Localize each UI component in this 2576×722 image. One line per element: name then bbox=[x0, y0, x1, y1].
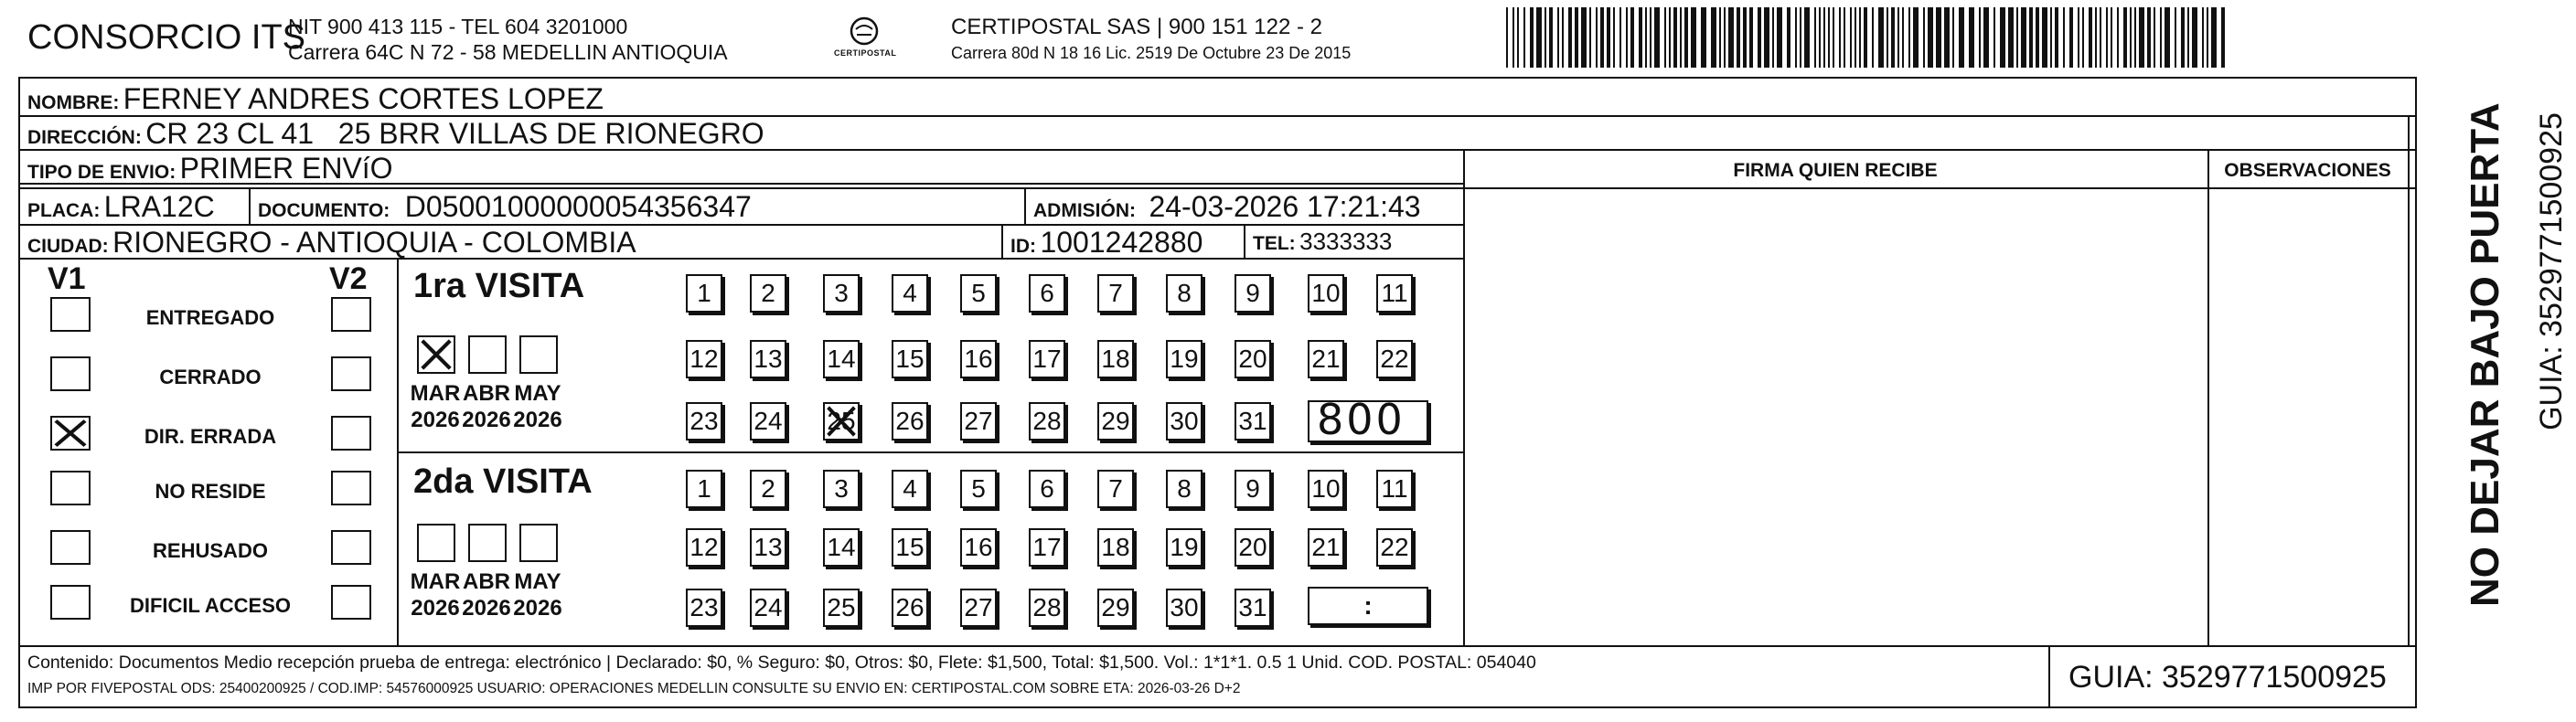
day-14[interactable] bbox=[823, 340, 860, 378]
day-7[interactable] bbox=[1097, 470, 1134, 508]
day-3[interactable] bbox=[823, 470, 860, 508]
reason-label: REHUSADO bbox=[153, 539, 268, 562]
day-17[interactable] bbox=[1029, 340, 1065, 378]
v2-checkbox-cerrado[interactable] bbox=[331, 356, 371, 391]
day-number: 20 bbox=[1238, 533, 1267, 561]
day-12[interactable] bbox=[686, 528, 722, 567]
day-number: 9 bbox=[1245, 474, 1260, 503]
day-number: 22 bbox=[1380, 533, 1409, 561]
day-number: 12 bbox=[689, 345, 719, 373]
day-23[interactable] bbox=[686, 402, 722, 441]
day-number: 13 bbox=[754, 345, 783, 373]
v1-checkbox-entregado[interactable] bbox=[50, 297, 91, 332]
day-number: 22 bbox=[1380, 345, 1409, 373]
certipostal-logo bbox=[832, 13, 896, 64]
day-15[interactable] bbox=[892, 340, 928, 378]
placa-value: LRA12C bbox=[103, 190, 215, 223]
first-visit-title: 1ra VISITA bbox=[413, 267, 585, 305]
day-18[interactable] bbox=[1097, 340, 1134, 378]
second-visit-time-placeholder: : bbox=[1363, 591, 1373, 620]
footer-contents: Contenido: Documentos Medio recepción prueba de entrega: electrónico | Declarado: $0, % Seguro: $0, Otros: $0, Flete: $1,500, Total: $1,500. Vol.: 1*1*1. 0.5 1 Unid. COD. POSTAL: 054040 bbox=[27, 653, 1536, 673]
day-28[interactable] bbox=[1029, 589, 1065, 627]
v1-checkbox-cerrado[interactable] bbox=[50, 356, 91, 391]
day-number: 10 bbox=[1311, 474, 1341, 503]
day-13[interactable] bbox=[750, 528, 786, 567]
day-4[interactable] bbox=[892, 470, 928, 508]
day-number: 30 bbox=[1170, 593, 1199, 621]
day-5[interactable] bbox=[960, 470, 997, 508]
month-checkbox-abr[interactable] bbox=[468, 335, 507, 374]
day-number: 5 bbox=[971, 279, 986, 307]
day-20[interactable] bbox=[1235, 340, 1271, 378]
documento-value: D05001000000054356347 bbox=[404, 190, 752, 223]
id-label: ID: bbox=[1010, 236, 1036, 257]
day-10[interactable] bbox=[1308, 470, 1344, 508]
day-6[interactable] bbox=[1029, 470, 1065, 508]
side-guia: GUIA: 3529771500925 bbox=[2534, 112, 2569, 430]
day-11[interactable] bbox=[1376, 274, 1413, 313]
no-dejar-bajo-puerta: NO DEJAR BAJO PUERTA bbox=[2463, 102, 2507, 607]
footer-imp: IMP POR FIVEPOSTAL ODS: 25400200925 / COD.IMP: 54576000925 USUARIO: OPERACIONES MEDELLIN CONSULTE SU ENVIO EN: CERTIPOSTAL.COM SOBRE ETA: 2026-03-26 D+2 bbox=[27, 681, 1241, 696]
day-number: 7 bbox=[1108, 474, 1123, 503]
day-27[interactable] bbox=[960, 402, 997, 441]
day-number: 11 bbox=[1381, 279, 1408, 307]
day-number: 4 bbox=[903, 474, 917, 503]
month-label: MAY 2026 bbox=[513, 569, 562, 621]
day-1[interactable] bbox=[686, 470, 722, 508]
day-number: 20 bbox=[1238, 345, 1267, 373]
admision-label: ADMISIÓN: bbox=[1033, 200, 1136, 221]
day-number: 23 bbox=[689, 407, 719, 435]
day-number: 28 bbox=[1032, 407, 1062, 435]
day-23[interactable] bbox=[686, 589, 722, 627]
day-number: 18 bbox=[1101, 533, 1130, 561]
day-number: 16 bbox=[964, 345, 993, 373]
nombre-label: NOMBRE: bbox=[27, 92, 120, 113]
day-21[interactable] bbox=[1308, 528, 1344, 567]
day-4[interactable] bbox=[892, 274, 928, 313]
v1-checkbox-no-reside[interactable] bbox=[50, 471, 91, 505]
footer-guia: GUIA: 3529771500925 bbox=[2068, 660, 2387, 695]
day-9[interactable] bbox=[1235, 470, 1271, 508]
day-3[interactable] bbox=[823, 274, 860, 313]
day-number: 8 bbox=[1177, 279, 1192, 307]
day-number: 2 bbox=[761, 279, 775, 307]
day-13[interactable] bbox=[750, 340, 786, 378]
day-24[interactable] bbox=[750, 402, 786, 441]
first-visit-time: 800 bbox=[1317, 395, 1406, 444]
day-number: 21 bbox=[1311, 533, 1341, 561]
day-number: 27 bbox=[964, 593, 993, 621]
day-14[interactable] bbox=[823, 528, 860, 567]
day-number: 13 bbox=[754, 533, 783, 561]
barcode bbox=[1504, 7, 2231, 69]
day-number: 21 bbox=[1311, 345, 1341, 373]
documento-label: DOCUMENTO: bbox=[258, 200, 390, 221]
month-checkbox-mar[interactable] bbox=[417, 524, 455, 562]
day-number: 1 bbox=[697, 474, 711, 503]
carrier-license: Carrera 80d N 18 16 Lic. 2519 De Octubre 23 De 2015 bbox=[951, 44, 1352, 62]
day-26[interactable] bbox=[892, 402, 928, 441]
day-number: 2 bbox=[761, 474, 775, 503]
reason-label: DIFICIL ACCESO bbox=[129, 594, 291, 617]
day-number: 23 bbox=[689, 593, 719, 621]
ciudad-value: RIONEGRO - ANTIOQUIA - COLOMBIA bbox=[112, 226, 636, 259]
v2-header: V2 bbox=[329, 261, 368, 296]
day-number: 3 bbox=[834, 279, 849, 307]
day-number: 5 bbox=[971, 474, 986, 503]
day-number: 10 bbox=[1311, 279, 1341, 307]
day-19[interactable] bbox=[1166, 528, 1202, 567]
day-number: 24 bbox=[754, 593, 783, 621]
day-31[interactable] bbox=[1235, 402, 1271, 441]
day-number: 31 bbox=[1238, 407, 1267, 435]
admision-value: 24-03-2026 17:21:43 bbox=[1149, 190, 1421, 223]
reason-label: NO RESIDE bbox=[155, 480, 266, 503]
day-number: 12 bbox=[689, 533, 719, 561]
day-2[interactable] bbox=[750, 470, 786, 508]
month-checkbox-mar[interactable] bbox=[417, 335, 455, 374]
month-checkbox-may[interactable] bbox=[519, 335, 558, 374]
company-nit: NIT 900 413 115 - TEL 604 3201000 bbox=[288, 15, 628, 38]
day-number: 8 bbox=[1177, 474, 1192, 503]
day-25[interactable] bbox=[823, 589, 860, 627]
day-11[interactable] bbox=[1376, 470, 1413, 508]
v1-checkbox-dificil-acceso[interactable] bbox=[50, 585, 91, 620]
day-26[interactable] bbox=[892, 589, 928, 627]
month-label: MAY 2026 bbox=[513, 381, 562, 432]
day-29[interactable] bbox=[1097, 402, 1134, 441]
day-number: 15 bbox=[895, 533, 925, 561]
day-number: 18 bbox=[1101, 345, 1130, 373]
observaciones-label: OBSERVACIONES bbox=[2224, 160, 2391, 181]
month-checkbox-abr[interactable] bbox=[468, 524, 507, 562]
day-19[interactable] bbox=[1166, 340, 1202, 378]
v2-checkbox-no-reside[interactable] bbox=[331, 471, 371, 505]
placa-label: PLACA: bbox=[27, 200, 101, 221]
day-15[interactable] bbox=[892, 528, 928, 567]
company-name: CONSORCIO ITS bbox=[27, 18, 306, 57]
cross-mark bbox=[825, 404, 858, 439]
day-28[interactable] bbox=[1029, 402, 1065, 441]
nombre-value: FERNEY ANDRES CORTES LOPEZ bbox=[123, 82, 604, 115]
day-number: 26 bbox=[895, 593, 925, 621]
v2-checkbox-entregado[interactable] bbox=[331, 297, 371, 332]
day-number: 14 bbox=[827, 533, 856, 561]
day-number: 1 bbox=[697, 279, 711, 307]
day-24[interactable] bbox=[750, 589, 786, 627]
v1-header: V1 bbox=[48, 261, 86, 296]
ciudad-label: CIUDAD: bbox=[27, 236, 109, 257]
second-visit-title: 2da VISITA bbox=[413, 462, 593, 501]
day-number: 17 bbox=[1032, 345, 1062, 373]
month-label: MAR 2026 bbox=[410, 569, 461, 621]
day-number: 16 bbox=[964, 533, 993, 561]
day-number: 29 bbox=[1101, 593, 1130, 621]
month-checkbox-may[interactable] bbox=[519, 524, 558, 562]
day-12[interactable] bbox=[686, 340, 722, 378]
day-6[interactable] bbox=[1029, 274, 1065, 313]
day-number: 26 bbox=[895, 407, 925, 435]
second-visit-time-box[interactable] bbox=[1308, 587, 1428, 625]
day-number: 30 bbox=[1170, 407, 1199, 435]
reason-label: DIR. ERRADA bbox=[144, 425, 277, 448]
v1-checkbox-dir-errada[interactable] bbox=[50, 416, 91, 451]
day-17[interactable] bbox=[1029, 528, 1065, 567]
month-label: ABR 2026 bbox=[462, 381, 511, 432]
day-number: 31 bbox=[1238, 593, 1267, 621]
day-number: 11 bbox=[1381, 474, 1408, 503]
day-10[interactable] bbox=[1308, 274, 1344, 313]
v2-checkbox-dir-errada[interactable] bbox=[331, 416, 371, 451]
day-9[interactable] bbox=[1235, 274, 1271, 313]
day-number: 6 bbox=[1040, 474, 1054, 503]
day-number: 15 bbox=[895, 345, 925, 373]
day-number: 17 bbox=[1032, 533, 1062, 561]
v2-checkbox-dificil-acceso[interactable] bbox=[331, 585, 371, 620]
day-22[interactable] bbox=[1376, 528, 1413, 567]
day-number: 14 bbox=[827, 345, 856, 373]
side-warning bbox=[2423, 102, 2569, 621]
reason-label: ENTREGADO bbox=[145, 306, 275, 329]
carrier-name: CERTIPOSTAL SAS | 900 151 122 - 2 bbox=[951, 15, 1322, 39]
day-number: 27 bbox=[964, 407, 993, 435]
cross-mark bbox=[52, 418, 89, 449]
day-5[interactable] bbox=[960, 274, 997, 313]
day-8[interactable] bbox=[1166, 274, 1202, 313]
day-number: 28 bbox=[1032, 593, 1062, 621]
day-21[interactable] bbox=[1308, 340, 1344, 378]
tel-value: 3333333 bbox=[1299, 228, 1393, 255]
v2-checkbox-rehusado[interactable] bbox=[331, 530, 371, 565]
v1-checkbox-rehusado[interactable] bbox=[50, 530, 91, 565]
day-number: 29 bbox=[1101, 407, 1130, 435]
day-22[interactable] bbox=[1376, 340, 1413, 378]
day-number: 19 bbox=[1170, 533, 1199, 561]
day-16[interactable] bbox=[960, 340, 997, 378]
company-address: Carrera 64C N 72 - 58 MEDELLIN ANTIOQUIA bbox=[288, 40, 728, 64]
day-number: 4 bbox=[903, 279, 917, 307]
day-2[interactable] bbox=[750, 274, 786, 313]
day-31[interactable] bbox=[1235, 589, 1271, 627]
day-7[interactable] bbox=[1097, 274, 1134, 313]
day-number: 7 bbox=[1108, 279, 1123, 307]
id-value: 1001242880 bbox=[1040, 226, 1203, 259]
day-number: 25 bbox=[827, 407, 856, 435]
month-label: ABR 2026 bbox=[462, 569, 511, 621]
day-number: 19 bbox=[1170, 345, 1199, 373]
day-8[interactable] bbox=[1166, 470, 1202, 508]
day-30[interactable] bbox=[1166, 589, 1202, 627]
day-number: 6 bbox=[1040, 279, 1054, 307]
tipo-value: PRIMER ENVíO bbox=[179, 152, 393, 185]
reason-label: CERRADO bbox=[159, 366, 262, 388]
direccion-value: CR 23 CL 41 25 BRR VILLAS DE RIONEGRO bbox=[145, 117, 764, 150]
day-1[interactable] bbox=[686, 274, 722, 313]
firma-label: FIRMA QUIEN RECIBE bbox=[1733, 160, 1938, 181]
day-27[interactable] bbox=[960, 589, 997, 627]
day-30[interactable] bbox=[1166, 402, 1202, 441]
day-16[interactable] bbox=[960, 528, 997, 567]
cross-mark bbox=[419, 337, 454, 372]
day-18[interactable] bbox=[1097, 528, 1134, 567]
logo-text: CERTIPOSTAL bbox=[834, 48, 897, 58]
day-29[interactable] bbox=[1097, 589, 1134, 627]
month-label: MAR 2026 bbox=[410, 381, 461, 432]
day-number: 24 bbox=[754, 407, 783, 435]
direccion-label: DIRECCIÓN: bbox=[27, 127, 142, 148]
day-25[interactable] bbox=[823, 402, 860, 441]
day-20[interactable] bbox=[1235, 528, 1271, 567]
day-number: 25 bbox=[827, 593, 856, 621]
tipo-label: TIPO DE ENVIO: bbox=[27, 162, 176, 183]
tel-label: TEL: bbox=[1253, 233, 1296, 254]
day-number: 3 bbox=[834, 474, 849, 503]
day-number: 9 bbox=[1245, 279, 1260, 307]
